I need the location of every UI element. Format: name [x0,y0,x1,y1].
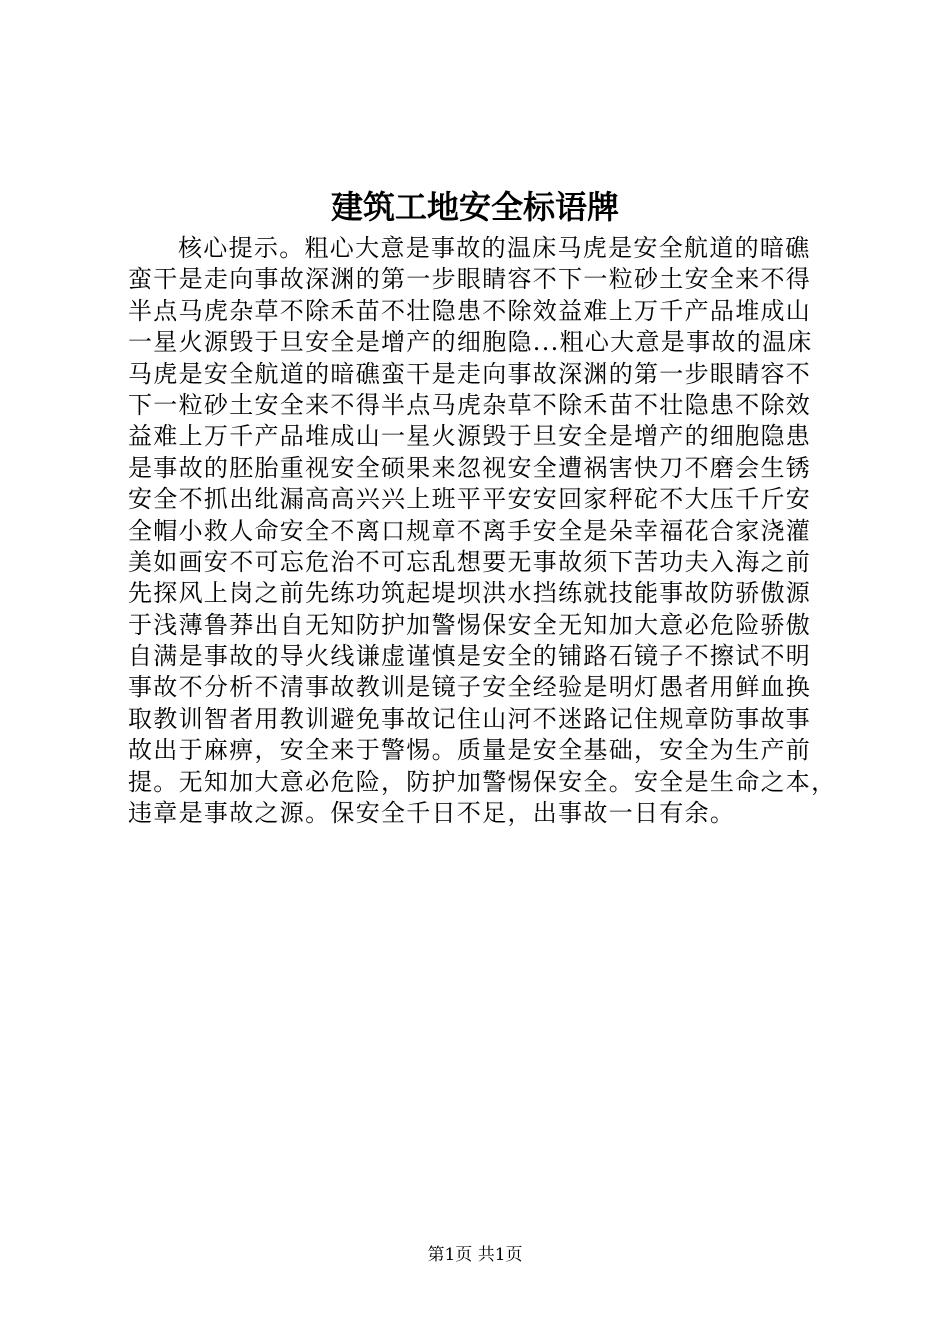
text-line: 美如画安不可忘危治不可忘乱想要无事故须下苦功夫入海之前 [128,547,812,576]
text-line: 自满是事故的导火线谦虚谨慎是安全的铺路石镜子不擦试不明 [128,642,812,671]
text-line: 半点马虎杂草不除禾苗不壮隐患不除效益难上万千产品堆成山 [128,296,812,325]
text-line: 马虎是安全航道的暗礁蛮干是走向事故深渊的第一步眼睛容不 [128,359,812,388]
text-line: 核心提示。粗心大意是事故的温床马虎是安全航道的暗礁 [178,234,811,262]
text-line: 先探风上岗之前先练功筑起堤坝洪水挡练就技能事故防骄傲源 [128,579,812,608]
text-line: 安全不抓出纰漏高高兴兴上班平平安安回家秤砣不大压千斤安 [128,485,812,514]
body-paragraph [128,233,838,829]
text-line: 益难上万千产品堆成山一星火源毁于旦安全是增产的细胞隐患 [128,422,812,451]
page-title: 建筑工地安全标语牌 [330,188,619,226]
text-line: 于浅薄鲁莽出自无知防护加警惕保安全无知加大意必危险骄傲 [128,610,812,639]
text-line: 一星火源毁于旦安全是增产的细胞隐...粗心大意是事故的温床 [128,328,813,357]
text-line: 事故不分析不清事故教训是镜子安全经验是明灯愚者用鲜血换 [128,673,812,702]
text-line: 违章是事故之源。保安全千日不足，出事故一日有余。 [128,799,736,828]
text-line: 下一粒砂土安全来不得半点马虎杂草不除禾苗不壮隐患不除效 [128,390,812,419]
text-line: 取教训智者用教训避免事故记住山河不迷路记住规章防事故事 [128,704,812,733]
text-line: 提。无知加大意必危险，防护加警惕保安全。安全是生命之本， [128,767,837,796]
text-line: 蛮干是走向事故深渊的第一步眼睛容不下一粒砂土安全来不得 [128,265,812,294]
text-line: 是事故的胚胎重视安全硕果来忽视安全遭祸害快刀不磨会生锈 [128,453,812,482]
text-line: 故出于麻痹，安全来于警惕。质量是安全基础，安全为生产前 [128,736,812,765]
text-line: 全帽小救人命安全不离口规章不离手安全是朵幸福花合家浇灌 [128,516,812,545]
page-number-footer: 第1页 共1页 [427,1245,523,1265]
